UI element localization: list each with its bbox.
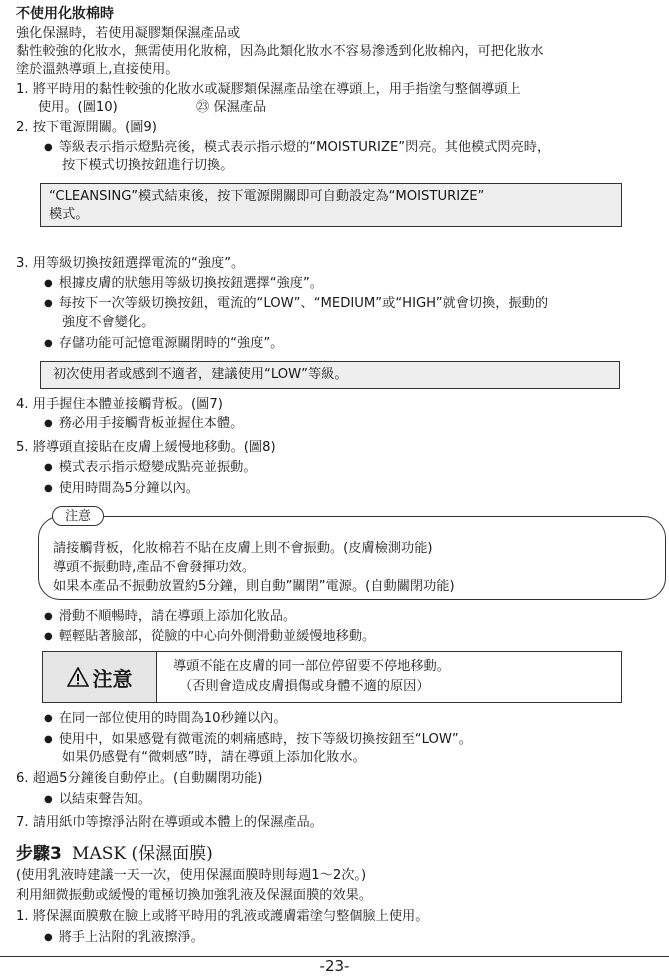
step-5-bullet-5: ● 在同一部位使用的時間為10秒鐘以內。: [44, 711, 287, 728]
step-1-line: 1. 將平時用的黏性較強的化妝水或凝膠類保濕產品塗在導頭上，用手指塗勻整個導頭上: [16, 82, 521, 97]
step-6-line: 6. 超過5分鐘後自動停止。(自動關閉功能): [16, 771, 263, 786]
page-number: -23-: [319, 957, 350, 975]
step-1-line-2: 使用。(圖10): [38, 100, 118, 115]
step-6-bullet-1: ● 以結束聲告知。: [44, 792, 151, 809]
info-box-level-text: 初次使用者或感到不適者，建議使用“LOW”等級。: [53, 367, 348, 382]
step3-line-1: (使用乳液時建議一天一次，使用保濕面膜時則每週1～2次。): [16, 868, 367, 883]
step-5-bullet-6: ● 使用中，如果感覺有微電流的刺痛感時，按下等級切換按鈕至“LOW”。: [44, 732, 472, 749]
note-line-1: 請接觸背板，化妝棉若不貼在皮膚上則不會振動。(皮膚檢測功能): [53, 541, 433, 556]
step-3-bullet-1: ● 根據皮膚的狀態用等級切換按鈕選擇“強度”。: [44, 276, 323, 293]
step-4-bullet-1: ● 務必用手接觸背板並握住本體。: [44, 416, 243, 433]
step-5-bullet-1: ● 模式表示指示燈變成點亮並振動。: [44, 460, 257, 477]
section-title: 不使用化妝棉時: [16, 6, 114, 22]
note-line-3: 如果本產品不振動放置約5分鐘，則自動”關閉”電源。(自動關閉功能): [53, 579, 455, 594]
step-5-line: 5. 將導頭直接貼在皮膚上緩慢地移動。(圖8): [16, 440, 276, 455]
step-4-line: 4. 用手握住本體並接觸背板。(圖7): [16, 397, 223, 412]
step-2-line: 2. 按下電源開關。(圖9): [16, 120, 157, 135]
info-box-level: [40, 361, 620, 389]
step-1-figure-ref: ㉓ 保濕產品: [196, 100, 267, 115]
step3-title: [16, 844, 213, 866]
caution-label-cell: [43, 652, 157, 702]
step3-bullet-1: ● 將手上沾附的乳液擦淨。: [44, 930, 204, 947]
step-7-line: 7. 請用紙巾等擦淨沾附在導頭或本體上的保濕產品。: [16, 815, 323, 830]
note-line-2: 導頭不振動時,產品不會發揮功效。: [53, 560, 256, 575]
step3-title-rest: MASK (保濕面膜): [72, 844, 213, 864]
note-label: 注意: [52, 506, 104, 526]
intro-line-3: 塗於溫熱導頭上,直接使用。: [16, 62, 179, 77]
step-2-bullet-1: ● 等級表示指示燈點亮後，模式表示指示燈的“MOISTURIZE”閃亮。其他模式閃亮時，: [44, 140, 550, 157]
step-5-bullet-2: ● 使用時間為5分鐘以內。: [44, 481, 199, 498]
caution-line-1: 導頭不能在皮膚的同一部位停留要不停地移動。: [173, 659, 450, 674]
step-3-bullet-2: ● 每按下一次等級切換按鈕，電流的“LOW”、“MEDIUM”或“HIGH”就會切換，振動的: [44, 296, 548, 313]
caution-line-2: （否則會造成皮膚損傷或身體不適的原因）: [179, 679, 430, 694]
step-3-line: 3. 用等級切換按鈕選擇電流的“強度”。: [16, 256, 245, 271]
step-3-bullet-3: ● 存儲功能可記憶電源關閉時的“強度”。: [44, 336, 283, 353]
caution-label: 注意: [92, 666, 133, 691]
step-5-bullet-3: ● 滑動不順暢時，請在導頭上添加化妝品。: [44, 609, 296, 626]
info-box-mode: [40, 183, 622, 227]
step3-title-prefix: 步驟3: [16, 844, 62, 864]
intro-line-1: 強化保濕時，若使用凝膠類保濕產品或: [16, 26, 241, 41]
info-box-mode-line-1: “CLEANSING”模式結束後，按下電源開關即可自動設定為“MOISTURIZE”: [49, 189, 485, 204]
step-5-bullet-6-cont: 如果仍感覺有“微刺感”時，請在導頭上添加化妝水。: [62, 750, 366, 765]
step-3-bullet-2-cont: 強度不會變化。: [62, 315, 155, 330]
note-box: [38, 516, 666, 600]
info-box-mode-line-2: 模式。: [49, 207, 89, 222]
intro-line-2: 黏性較強的化妝水，無需使用化妝棉，因為此類化妝水不容易滲透到化妝棉內，可把化妝水: [16, 44, 544, 59]
step3-item-1: 1. 將保濕面膜敷在臉上或將平時用的乳液或護膚霜塗勻整個臉上使用。: [16, 909, 429, 924]
step-2-bullet-1-cont: 按下模式切換按鈕進行切換。: [62, 158, 234, 173]
warning-triangle-icon: [67, 667, 89, 687]
caution-box: [42, 651, 622, 703]
step3-line-2: 利用細微振動或緩慢的電極切換加強乳液及保濕面膜的效果。: [16, 888, 373, 903]
step-5-bullet-4: ● 輕輕貼著臉部，從臉的中心向外側滑動並緩慢地移動。: [44, 629, 375, 646]
